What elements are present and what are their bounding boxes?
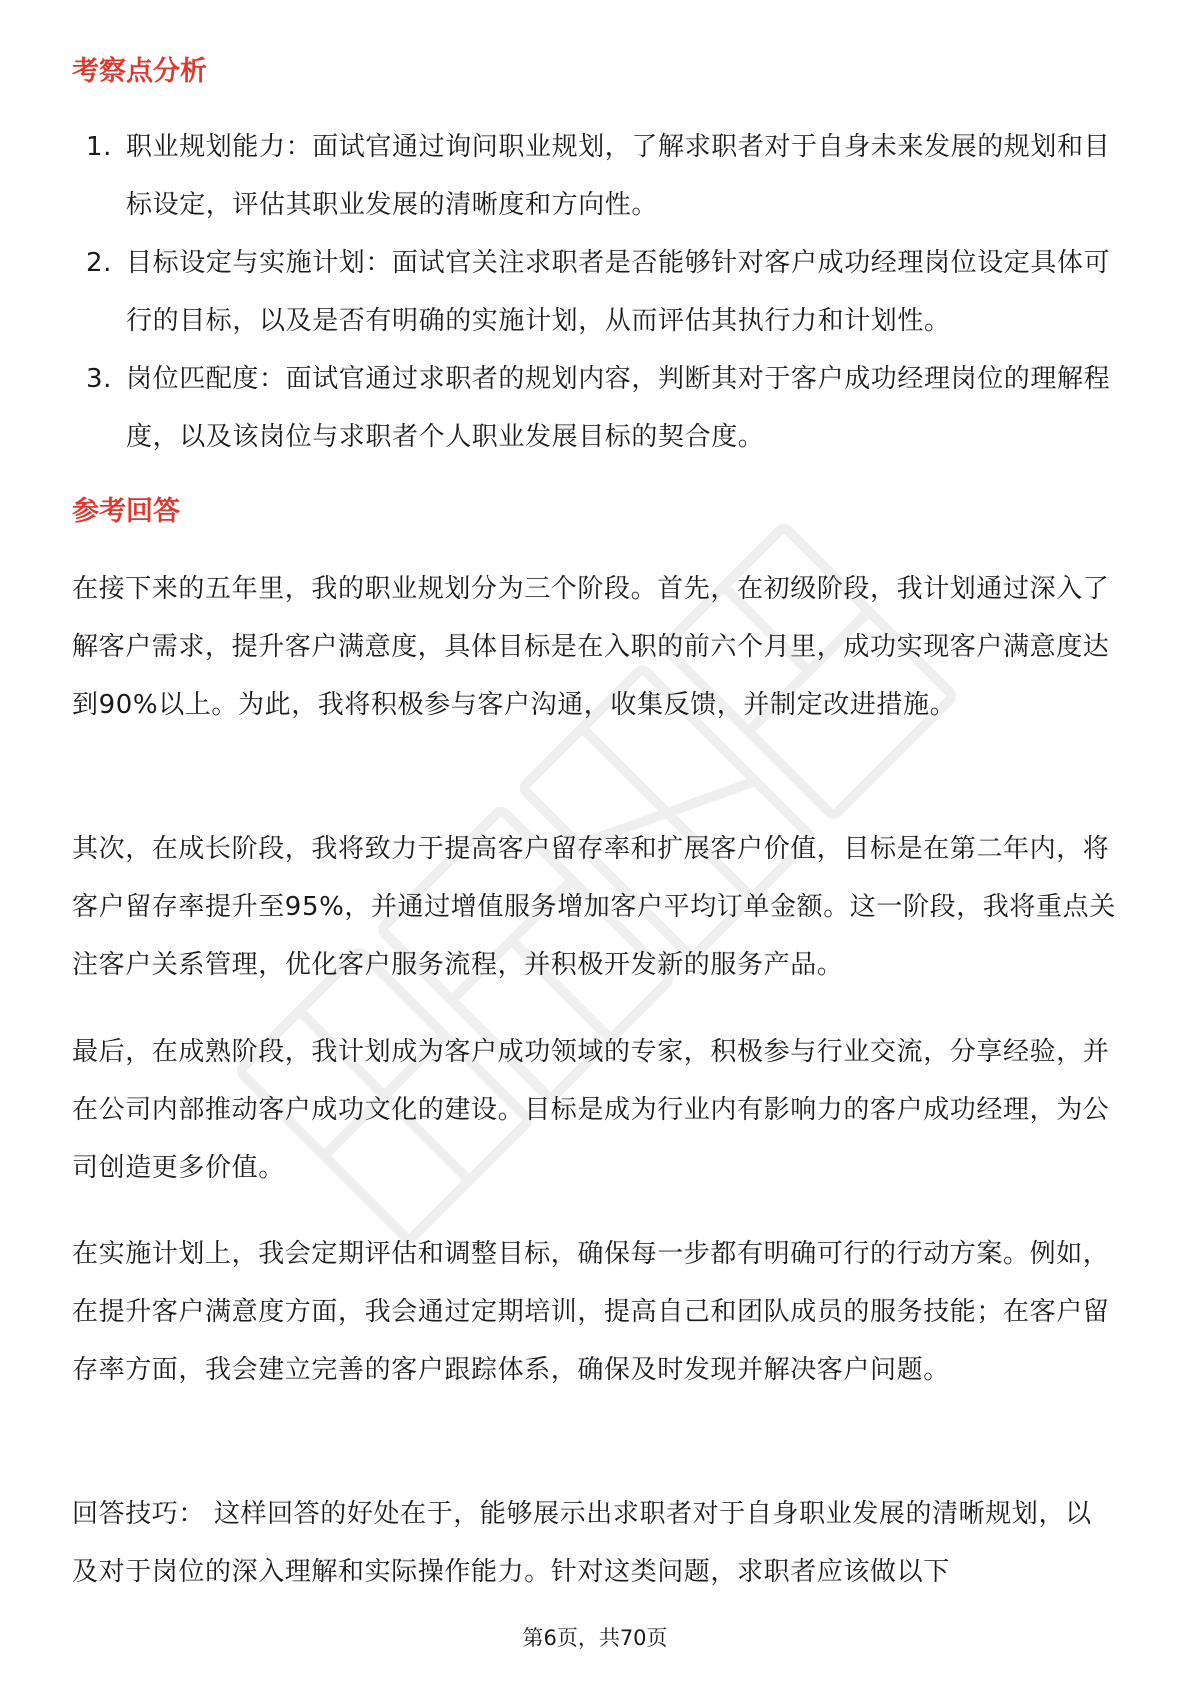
list-item (72, 234, 1112, 350)
list-item-text: 目标设定与实施计划：面试官关注求职者是否能够针对客户成功经理岗位设定具体可行的目标，以及是否有明确的实施计划，从而评估其执行力和计划性。 (126, 248, 1111, 336)
section-title-reference: 参考回答 (72, 496, 180, 527)
answer-paragraph-1: 在接下来的五年里，我的职业规划分为三个阶段。首先，在初级阶段，我计划通过深入了解客户需求，提升客户满意度，具体目标是在入职的前六个月里，成功实现客户满意度达到90%以上。为此，我将积极参与客户沟通，收集反馈，并制定改进措施。 (72, 574, 1110, 720)
list-item-number: 2. (86, 248, 113, 278)
answer-paragraph-3: 最后，在成熟阶段，我计划成为客户成功领域的专家，积极参与行业交流，分享经验，并在公司内部推动客户成功文化的建设。目标是成为行业内有影响力的客户成功经理，为公司创造更多价值。 (72, 1037, 1110, 1183)
list-item (72, 118, 1112, 234)
list-item-text: 职业规划能力：面试官通过询问职业规划，了解求职者对于自身未来发展的规划和目标设定，评估其职业发展的清晰度和方向性。 (126, 132, 1111, 220)
analysis-list (72, 118, 1112, 466)
answer-paragraph-2: 其次，在成长阶段，我将致力于提高客户留存率和扩展客户价值，目标是在第二年内，将客户留存率提升至95%，并通过增值服务增加客户平均订单金额。这一阶段，我将重点关注客户关系管理，优化客户服务流程，并积极开发新的服务产品。 (72, 834, 1116, 980)
list-item-number: 1. (86, 132, 113, 162)
section-title-analysis: 考察点分析 (72, 56, 207, 87)
answer-tips-paragraph: 回答技巧： 这样回答的好处在于，能够展示出求职者对于自身职业发展的清晰规划，以及对于岗位的深入理解和实际操作能力。针对这类问题，求职者应该做以下 (72, 1499, 1092, 1587)
page-number-footer: 第6页，共70页 (522, 1626, 668, 1650)
list-item (72, 350, 1112, 466)
list-item-text: 岗位匹配度：面试官通过求职者的规划内容，判断其对于客户成功经理岗位的理解程度，以及该岗位与求职者个人职业发展目标的契合度。 (126, 364, 1111, 452)
list-item-number: 3. (86, 364, 113, 394)
answer-paragraph-4: 在实施计划上，我会定期评估和调整目标，确保每一步都有明确可行的行动方案。例如，在提升客户满意度方面，我会通过定期培训，提高自己和团队成员的服务技能；在客户留存率方面，我会建立完善的客户跟踪体系，确保及时发现并解决客户问题。 (72, 1239, 1110, 1385)
